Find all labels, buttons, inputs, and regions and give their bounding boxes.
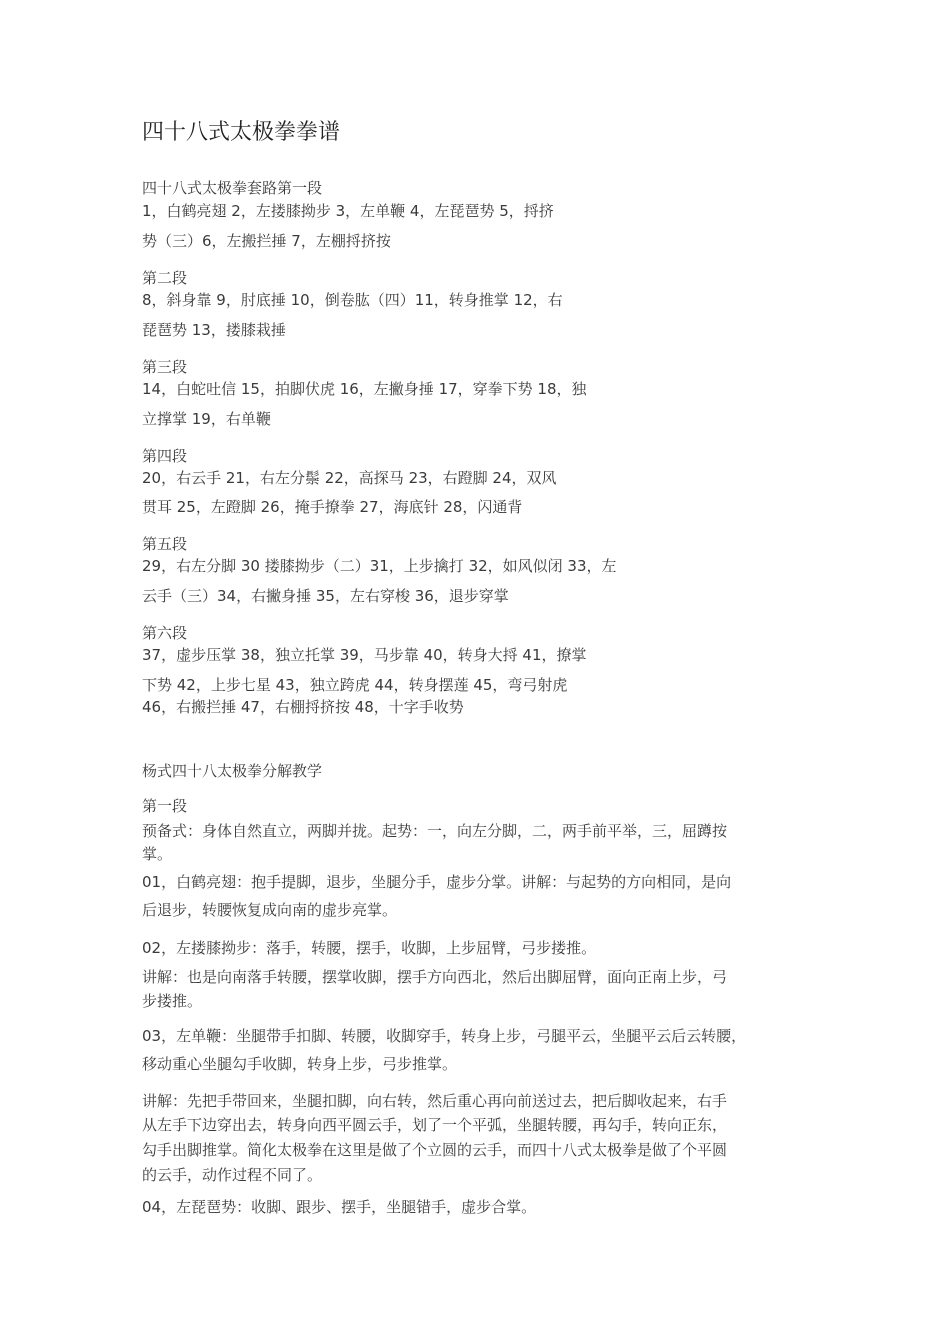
section-5-line-2: 云手（三）34，右撇身捶 35，左右穿梭 36，退步穿掌: [142, 587, 509, 605]
section-3-heading: 第三段: [142, 358, 188, 376]
section-6-heading: 第六段: [142, 624, 188, 642]
teaching-line-9: 移动重心坐腿勾手收脚，转身上步，弓步推掌。: [142, 1055, 458, 1073]
teaching-heading: 杨式四十八太极拳分解教学: [142, 762, 323, 780]
section-6-line-2: 下势 42，上步七星 43，独立跨虎 44，转身摆莲 45，弯弓射虎: [142, 676, 568, 694]
routine-heading: 四十八式太极拳套路第一段: [142, 179, 323, 197]
teaching-line-13: 的云手，动作过程不同了。: [142, 1166, 323, 1184]
page-title: 四十八式太极拳拳谱: [142, 120, 341, 145]
section-3-line-2: 立撑掌 19，右单鞭: [142, 410, 271, 428]
teaching-line-3: 01，白鹤亮翅：抱手提脚，退步，坐腿分手，虚步分掌。讲解：与起势的方向相同，是向: [142, 873, 732, 891]
section-6-line-1: 37，虚步压掌 38，独立托掌 39，马步靠 40，转身大捋 41，撩掌: [142, 646, 587, 664]
teaching-line-5: 02，左搂膝拗步：落手，转腰，摆手，收脚，上步屈臂，弓步搂推。: [142, 939, 597, 957]
section-5-heading: 第五段: [142, 535, 188, 553]
teaching-line-11: 从左手下边穿出去，转身向西平圆云手，划了一个平弧，坐腿转腰，再勾手，转向正东，: [142, 1116, 728, 1134]
teaching-section-heading: 第一段: [142, 797, 188, 815]
section-4-line-2: 贯耳 25，左蹬脚 26，掩手撩拳 27，海底针 28，闪通背: [142, 498, 523, 516]
teaching-line-12: 勾手出脚推掌。简化太极拳在这里是做了个立圆的云手，而四十八式太极拳是做了个平圆: [142, 1141, 728, 1159]
section-5-line-1: 29，右左分脚 30 搂膝拗步（二）31，上步擒打 32，如风似闭 33，左: [142, 557, 617, 575]
section-1-line-2: 势（三）6，左搬拦捶 7，左棚捋挤按: [142, 232, 391, 250]
section-2-heading: 第二段: [142, 269, 188, 287]
section-6-line-3: 46，右搬拦捶 47，右棚捋挤按 48，十字手收势: [142, 698, 464, 716]
teaching-line-7: 步搂推。: [142, 992, 203, 1010]
teaching-line-10: 讲解：先把手带回来，坐腿扣脚，向右转，然后重心再向前送过去，把后脚收起来，右手: [142, 1092, 728, 1110]
teaching-line-14: 04，左琵琶势：收脚、跟步、摆手，坐腿错手，虚步合掌。: [142, 1198, 537, 1216]
section-3-line-1: 14，白蛇吐信 15，拍脚伏虎 16，左撇身捶 17，穿拳下势 18，独: [142, 380, 587, 398]
section-4-line-1: 20，右云手 21，右左分鬃 22，高探马 23，右蹬脚 24，双风: [142, 469, 557, 487]
section-2-line-1: 8，斜身靠 9，肘底捶 10，倒卷肱（四）11，转身推掌 12，右: [142, 291, 563, 309]
section-2-line-2: 琵琶势 13，搂膝栽捶: [142, 321, 286, 339]
section-4-heading: 第四段: [142, 447, 188, 465]
section-1-line-1: 1，白鹤亮翅 2，左搂膝拗步 3，左单鞭 4，左琵琶势 5，捋挤: [142, 202, 554, 220]
teaching-line-6: 讲解：也是向南落手转腰，摆掌收脚，摆手方向西北，然后出脚屈臂，面向正南上步，弓: [142, 968, 728, 986]
teaching-line-8: 03，左单鞭：坐腿带手扣脚、转腰，收脚穿手，转身上步，弓腿平云，坐腿平云后云转腰，: [142, 1027, 747, 1045]
teaching-line-2: 掌。: [142, 845, 173, 863]
teaching-line-4: 后退步，转腰恢复成向南的虚步亮掌。: [142, 901, 398, 919]
teaching-line-1: 预备式：身体自然直立，两脚并拢。起势：一，向左分脚，二，两手前平举，三，屈蹲按: [142, 822, 728, 840]
